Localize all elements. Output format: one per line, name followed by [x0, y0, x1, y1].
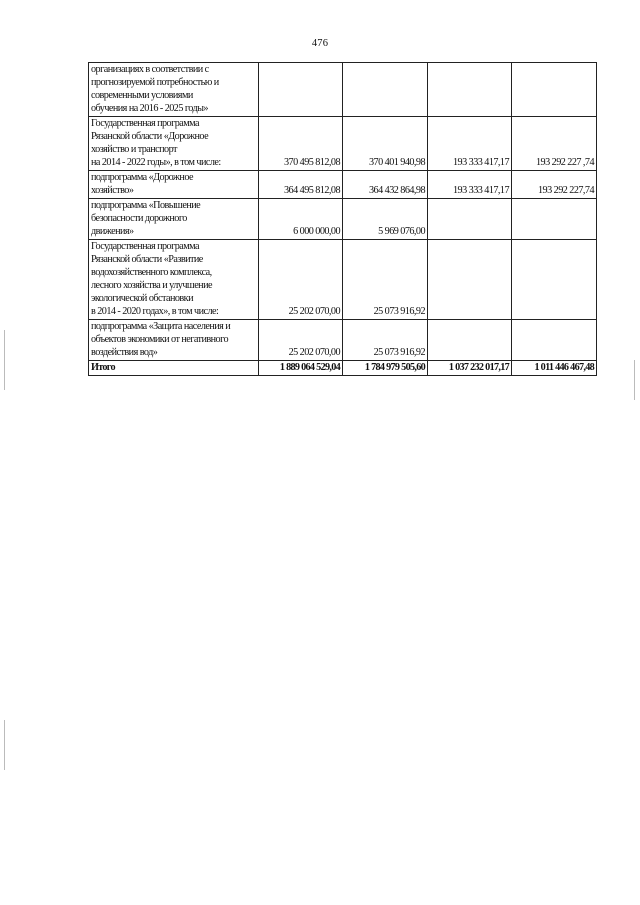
total-amount-col3: 1 037 232 017,17	[428, 361, 512, 376]
amount-cell-col1: 25 202 070,00	[259, 240, 343, 320]
program-name-line: на 2014 - 2022 годы», в том числе:	[91, 157, 221, 168]
program-name-line: экологической обстановки	[91, 293, 193, 304]
program-name-line: движения»	[91, 226, 134, 237]
program-name-line: организациях в соответствии с	[91, 64, 209, 75]
program-name-line: подпрограмма «Дорожное	[91, 172, 193, 183]
amount-cell-col2	[343, 63, 428, 117]
amount-cell-col4	[512, 63, 597, 117]
program-name-cell	[89, 63, 259, 117]
program-name-cell	[89, 240, 259, 320]
amount-cell-col2: 25 073 916,92	[343, 320, 428, 361]
program-name-line: воздействия вод»	[91, 347, 158, 358]
program-name-line: хозяйство и транспорт	[91, 144, 177, 155]
program-name-line: Государственная программа	[91, 118, 199, 129]
total-row	[89, 361, 597, 376]
scan-artifact	[4, 330, 5, 390]
budget-table	[88, 62, 597, 376]
scan-artifact	[634, 360, 635, 400]
page-number: 476	[311, 38, 329, 49]
amount-cell-col4: 193 292 227,74	[512, 171, 597, 199]
program-name-line: лесного хозяйства и улучшение	[91, 280, 212, 291]
program-name-cell	[89, 320, 259, 361]
total-amount-col1: 1 889 064 529,04	[259, 361, 343, 376]
amount-cell-col1: 364 495 812,08	[259, 171, 343, 199]
program-name-line: прогнозируемой потребностью и	[91, 77, 219, 88]
amount-cell-col4: 193 292 227 ,74	[512, 117, 597, 171]
total-amount-col4: 1 011 446 467,48	[512, 361, 597, 376]
amount-cell-col2: 370 401 940,98	[343, 117, 428, 171]
amount-cell-col4	[512, 199, 597, 240]
program-name-line: объектов экономики от негативного	[91, 334, 228, 345]
table-row	[89, 240, 597, 320]
amount-cell-col2: 364 432 864,98	[343, 171, 428, 199]
program-name-line: Рязанской области «Развитие	[91, 254, 203, 265]
program-name-line: водохозяйственного комплекса,	[91, 267, 212, 278]
total-amount-col2: 1 784 979 505,60	[343, 361, 428, 376]
program-name-cell	[89, 199, 259, 240]
amount-cell-col4	[512, 320, 597, 361]
program-name-line: обучения на 2016 - 2025 годы»	[91, 103, 208, 114]
amount-cell-col4	[512, 240, 597, 320]
table-row	[89, 199, 597, 240]
amount-cell-col2: 5 969 076,00	[343, 199, 428, 240]
amount-cell-col3: 193 333 417,17	[428, 117, 512, 171]
program-name-line: подпрограмма «Повышение	[91, 200, 201, 211]
amount-cell-col3: 193 333 417,17	[428, 171, 512, 199]
amount-cell-col1: 25 202 070,00	[259, 320, 343, 361]
program-name-line: безопасности дорожного	[91, 213, 187, 224]
program-name-cell	[89, 171, 259, 199]
program-name-line: Рязанской области «Дорожное	[91, 131, 209, 142]
table-row	[89, 117, 597, 171]
table-row	[89, 320, 597, 361]
table-row	[89, 171, 597, 199]
amount-cell-col3	[428, 199, 512, 240]
amount-cell-col1: 370 495 812,08	[259, 117, 343, 171]
table-row	[89, 63, 597, 117]
amount-cell-col3	[428, 240, 512, 320]
program-name-cell	[89, 117, 259, 171]
scan-artifact	[4, 720, 5, 770]
amount-cell-col1: 6 000 000,00	[259, 199, 343, 240]
amount-cell-col3	[428, 320, 512, 361]
amount-cell-col3	[428, 63, 512, 117]
program-name-line: хозяйство»	[91, 185, 134, 196]
total-label: Итого	[89, 361, 259, 376]
program-name-line: современными условиями	[91, 90, 193, 101]
program-name-line: в 2014 - 2020 годах», в том числе:	[91, 306, 219, 317]
amount-cell-col1	[259, 63, 343, 117]
program-name-line: Государственная программа	[91, 241, 199, 252]
program-name-line: подпрограмма «Защита населения и	[91, 321, 231, 332]
table-body	[89, 63, 597, 376]
amount-cell-col2: 25 073 916,92	[343, 240, 428, 320]
